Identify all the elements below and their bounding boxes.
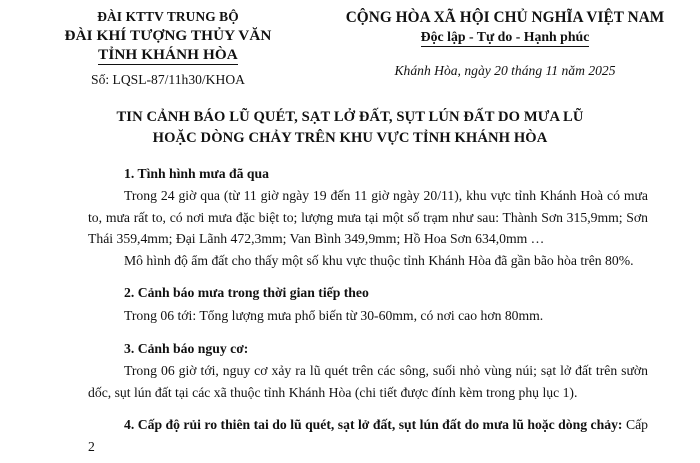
national-title: CỘNG HÒA XÃ HỘI CHỦ NGHĨA VIỆT NAM <box>345 9 665 26</box>
national-motto: Độc lập - Tự do - Hạnh phúc <box>421 28 590 47</box>
header-left-block <box>0 8 318 89</box>
place-and-date: Khánh Hòa, ngày 20 tháng 11 năm 2025 <box>394 63 616 78</box>
section-heading-4: 4. Cấp độ rủi ro thiên tai do lũ quét, sạt lở đất, sụt lún đất do mưa lũ hoặc dòng chảy: <box>124 417 623 433</box>
document-number: Số: LQSL-87/11h30/KHOA <box>91 71 245 87</box>
section-heading-3: 3. Cảnh báo nguy cơ: <box>124 340 249 356</box>
issuing-agency-parent: ĐÀI KTTV TRUNG BỘ <box>97 9 239 24</box>
page-title <box>0 107 700 149</box>
page-title-line-1: TIN CẢNH BÁO LŨ QUÉT, SẠT LỞ ĐẤT, SỤT LÚN ĐẤT DO MƯA LŨ <box>116 108 584 125</box>
section-4-risk-level <box>88 414 648 457</box>
document-header <box>0 0 700 89</box>
section-1-paragraph-1: Trong 24 giờ qua (từ 11 giờ ngày 19 đến 11 giờ ngày 20/11), khu vực tỉnh Khánh Hoà có mưa to, mưa rất to, có nơi mưa đặc biệt to; lượng mưa tại một số trạm như sau: Thành Sơn 315,9mm; Sơn Thái 359,4mm; Đại Lãnh 472,3mm; Van Bình 349,9mm; Hồ Hoa Sơn 634,0mm … <box>88 188 648 247</box>
section-2-paragraph-1: Trong 06 tới: Tổng lượng mưa phổ biến từ 30-60mm, có nơi cao hơn 80mm. <box>124 308 544 324</box>
section-3-paragraph-1: Trong 06 giờ tới, nguy cơ xảy ra lũ quét trên các sông, suối nhỏ vùng núi; sạt lở đất trên sườn dốc, sụt lún đất tại các xã thuộc tỉnh Khánh Hòa (chi tiết được đính kèm trong phụ lục 1). <box>88 363 648 400</box>
issuing-agency-province: TỈNH KHÁNH HÒA <box>98 45 238 63</box>
section-heading-1: 1. Tình hình mưa đã qua <box>124 165 269 181</box>
page-title-line-2: HOẶC DÒNG CHẢY TRÊN KHU VỰC TỈNH KHÁNH HÒA <box>152 129 548 146</box>
header-right-block <box>318 8 700 80</box>
section-heading-2: 2. Cảnh báo mưa trong thời gian tiếp theo <box>124 285 369 301</box>
section-4-risk-value: Cấp 2 <box>88 417 648 455</box>
issuing-agency-name: ĐÀI KHÍ TƯỢNG THỦY VĂN <box>64 26 272 44</box>
document-body <box>0 163 700 458</box>
section-1-paragraph-2: Mô hình độ ẩm đất cho thấy một số khu vực thuộc tỉnh Khánh Hòa đã gần bão hòa trên 80%. <box>124 252 634 268</box>
